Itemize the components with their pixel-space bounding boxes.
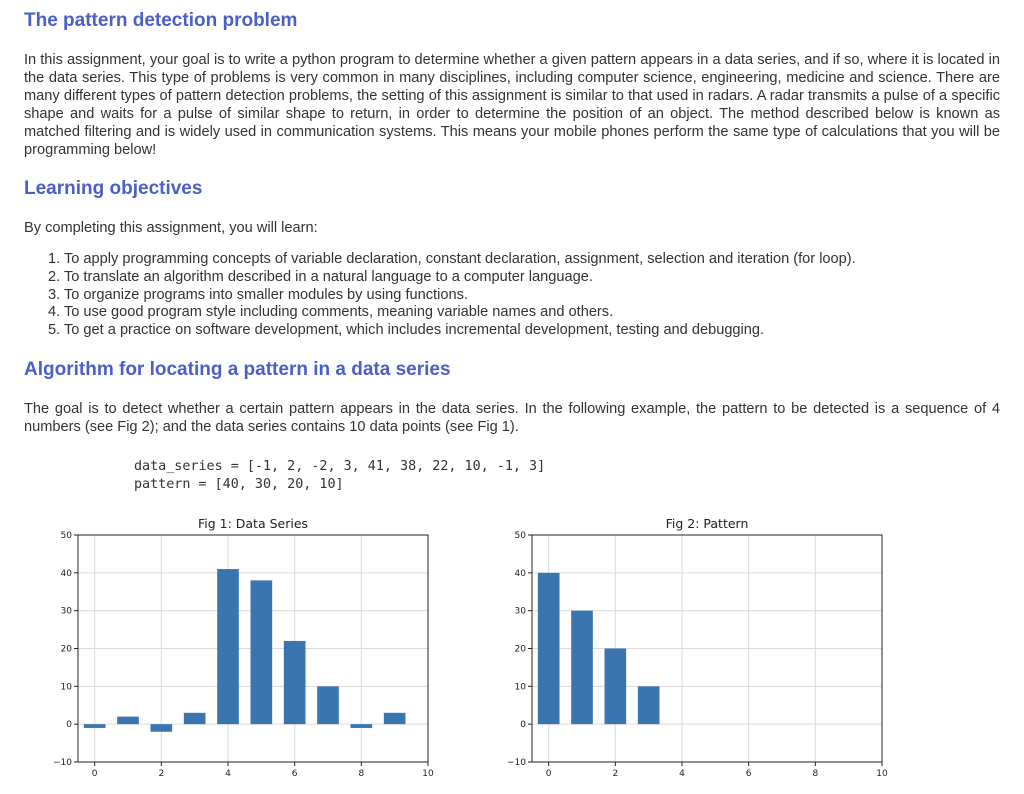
algorithm-paragraph: The goal is to detect whether a certain pattern appears in the data series. In the following example, the pattern to be detected is a sequence of 4 numbers (see Fig 2); and the data series contains 10 data points (see Fig 1). <box>24 401 1000 435</box>
y-tick-label: 0 <box>520 720 526 731</box>
y-tick-label: 10 <box>60 682 72 693</box>
x-tick-label: 10 <box>422 769 434 779</box>
code-line-data-series: data_series = [-1, 2, -2, 3, 41, 38, 22, 10, -1, 3] <box>134 459 546 474</box>
y-tick-label: 40 <box>514 568 526 579</box>
y-tick-label: 20 <box>60 644 72 655</box>
x-tick-label: 10 <box>876 769 888 779</box>
x-tick-label: 8 <box>358 769 365 779</box>
problem-paragraph: In this assignment, your goal is to write a python program to determine whether a given pattern appears in a data series, and if so, where it is located in the data series. This type of problems is very common in many disciplines, including computer science, engineering, medicine and science. There are many different types of pattern detection problems, the setting of this assignment is similar to that used in radars. A radar transmits a pulse of a specific shape and waits for a pulse of similar shape to return, in order to determine the position of an object. The method described below is known as matched filtering and is widely used in communication systems. This means your mobile phones perform the same type of calculations that you will be programming below! <box>24 52 1000 158</box>
bar-1 <box>117 717 139 725</box>
x-tick-label: 4 <box>225 769 231 779</box>
y-tick-label: −10 <box>53 758 72 768</box>
bar-3 <box>638 686 660 724</box>
bar-6 <box>284 641 306 724</box>
x-tick-label: 4 <box>679 769 685 779</box>
x-tick-label: 0 <box>545 769 552 779</box>
bar-0 <box>84 724 106 728</box>
bar-2 <box>605 649 627 725</box>
y-tick-label: 20 <box>514 644 526 655</box>
bar-9 <box>384 713 406 724</box>
x-tick-label: 6 <box>291 769 298 779</box>
x-tick-label: 6 <box>745 769 752 779</box>
code-block <box>134 458 545 493</box>
objective-item: 3. To organize programs into smaller modules by using functions. <box>48 286 468 303</box>
objectives-list <box>48 251 856 340</box>
chart-title: Fig 2: Pattern <box>665 516 749 531</box>
objectives-heading: Learning objectives <box>24 178 203 199</box>
x-tick-label: 2 <box>612 769 619 779</box>
y-tick-label: 50 <box>60 531 72 541</box>
chart-title: Fig 1: Data Series <box>197 516 309 531</box>
y-tick-label: 30 <box>514 606 526 617</box>
objective-item: 2. To translate an algorithm described in a natural language to a computer language. <box>48 268 593 285</box>
bar-2 <box>151 724 173 732</box>
bar-4 <box>217 569 239 724</box>
x-tick-label: 2 <box>158 769 165 779</box>
code-line-pattern: pattern = [40, 30, 20, 10] <box>134 476 344 492</box>
bar-3 <box>184 713 206 724</box>
objective-item: 5. To get a practice on software development, which includes incremental development, testing and debugging. <box>48 322 765 339</box>
bar-5 <box>251 580 273 724</box>
x-tick-label: 0 <box>91 769 98 779</box>
y-tick-label: 40 <box>60 568 72 579</box>
x-tick-label: 8 <box>812 769 819 779</box>
fig1-data-series-chart <box>40 510 440 788</box>
y-tick-label: −10 <box>507 758 526 768</box>
objective-item: 4. To use good program style including comments, meaning variable names and others. <box>48 304 614 321</box>
y-tick-label: 50 <box>514 531 526 541</box>
fig2-pattern-chart <box>494 510 894 788</box>
bar-1 <box>571 611 593 724</box>
y-tick-label: 10 <box>514 682 526 693</box>
y-tick-label: 0 <box>66 720 72 731</box>
algorithm-heading: Algorithm for locating a pattern in a data series <box>24 359 451 380</box>
problem-heading: The pattern detection problem <box>24 10 298 31</box>
objectives-intro: By completing this assignment, you will learn: <box>24 220 318 236</box>
objective-item: 1. To apply programming concepts of variable declaration, constant declaration, assignment, selection and iteration (for loop). <box>48 251 856 267</box>
bar-8 <box>351 724 373 728</box>
bar-0 <box>538 573 560 724</box>
y-tick-label: 30 <box>60 606 72 617</box>
bar-7 <box>317 686 339 724</box>
